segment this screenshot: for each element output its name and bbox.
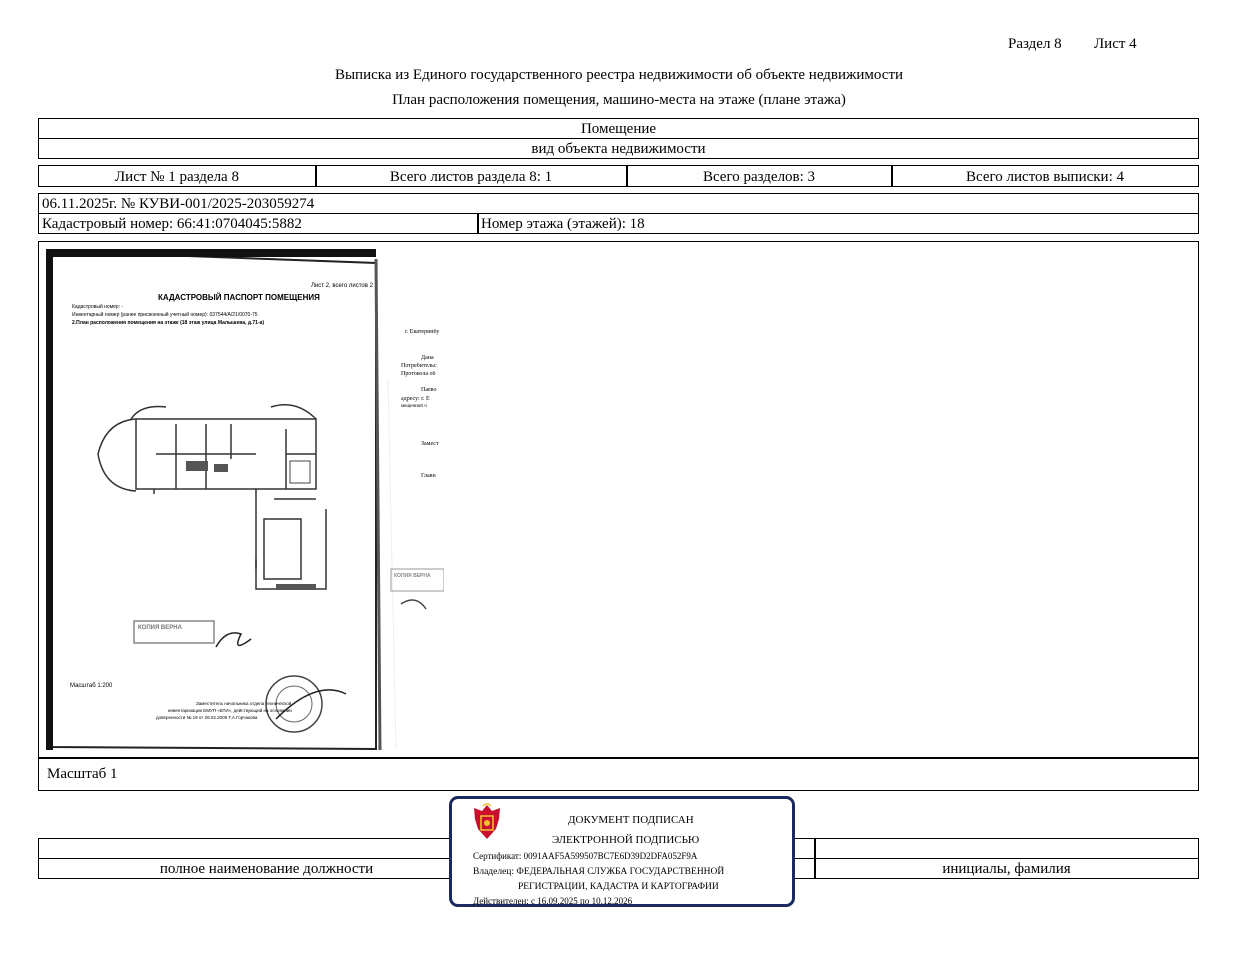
sheets-row: [38, 165, 1199, 187]
name-caption: инициалы, фамилия: [942, 861, 1071, 877]
esign-certificate: Сертификат: 0091AAF5A599507BC7E6D39D2DFA052F9A: [473, 851, 698, 861]
scan-fragment-7: мещенной ч: [401, 404, 427, 409]
scan-plan-caption: 2.План расположения помещения на этаже (18 этаж улица Малышева, д.71-а): [72, 320, 265, 326]
scan-fragment-6: адресу: г. Е: [401, 396, 430, 402]
plan-frame: [38, 241, 1199, 791]
plan-scan: [46, 249, 444, 750]
scan-fragment-4: Протокола об: [401, 371, 436, 377]
document-subtitle: План расположения помещения, машино-места на этаже (плане этажа): [392, 92, 846, 108]
section-label: Раздел 8: [1008, 36, 1062, 52]
scan-fragment-8: Замест: [421, 441, 439, 447]
scan-signer-note-1: Заместитель начальника отдела технической: [196, 701, 292, 706]
object-type-caption: вид объекта недвижимости: [531, 141, 706, 157]
floor-number: Номер этажа (этажей): 18: [481, 216, 645, 232]
emblem-icon: [470, 803, 504, 843]
document-title: Выписка из Единого государственного реестра недвижимости об объекте недвижимости: [334, 67, 904, 83]
sheet-label: Лист 4: [1094, 36, 1137, 52]
esign-line1: ДОКУМЕНТ ПОДПИСАН: [568, 814, 694, 826]
scan-fragment-2: Дана: [421, 355, 434, 361]
scan-stamp-copy: КОПИЯ ВЕРНА: [138, 625, 182, 631]
sheet-of-section: Лист № 1 раздела 8: [115, 169, 239, 185]
scan-signer-note-3: доверенности № 19 от 28.02.2009 Т.А.Горчакова: [156, 715, 258, 720]
record-table: [38, 193, 1199, 234]
scan-fragment-9: Главн: [421, 473, 436, 479]
esign-validity: Действителен: с 16.09.2025 по 10.12.2026: [473, 896, 633, 906]
total-section-sheets: Всего листов раздела 8: 1: [389, 169, 553, 185]
scan-fragment-5: Паево: [421, 387, 437, 393]
scan-inventory: Инвентарный номер (ранее присвоенный учетный номер): 037544/А/21/0070-75: [72, 312, 258, 318]
cadastral-number: Кадастровый номер: 66:41:0704045:5882: [42, 216, 302, 232]
record-date-number: 06.11.2025г. № КУВИ-001/2025-203059274: [42, 196, 315, 212]
scan-stamp-copy-right: КОПИЯ ВЕРНА: [394, 573, 431, 579]
object-type-table: [38, 118, 1199, 159]
scan-fragment-3: Потребительс: [401, 363, 437, 369]
total-sections: Всего разделов: 3: [702, 169, 816, 185]
position-caption: полное наименование должности: [159, 861, 374, 877]
scan-doc-title: КАДАСТРОВЫЙ ПАСПОРТ ПОМЕЩЕНИЯ: [158, 293, 320, 302]
total-extract-sheets: Всего листов выписки: 4: [966, 169, 1124, 185]
scan-sheet-info: Лист 2, всего листов 2: [311, 283, 373, 289]
object-type: Помещение: [580, 121, 657, 137]
scan-scale: Масштаб 1:200: [70, 683, 113, 689]
esign-owner-2: РЕГИСТРАЦИИ, КАДАСТРА И КАРТОГРАФИИ: [518, 882, 719, 892]
esign-line2: ЭЛЕКТРОННОЙ ПОДПИСЬЮ: [552, 834, 700, 846]
esign-owner-1: Владелец: ФЕДЕРАЛЬНАЯ СЛУЖБА ГОСУДАРСТВЕННОЙ: [473, 867, 725, 877]
scale-label: Масштаб 1: [47, 766, 118, 782]
scan-cad-label: Кадастровый номер: -: [72, 304, 124, 310]
scan-fragment-1: г. Екатеринбу: [405, 329, 440, 335]
scan-signer-note-2: инвентаризации ЕМУП «БТИ», действующий на основании: [168, 708, 292, 713]
esign-stamp: [449, 796, 795, 907]
